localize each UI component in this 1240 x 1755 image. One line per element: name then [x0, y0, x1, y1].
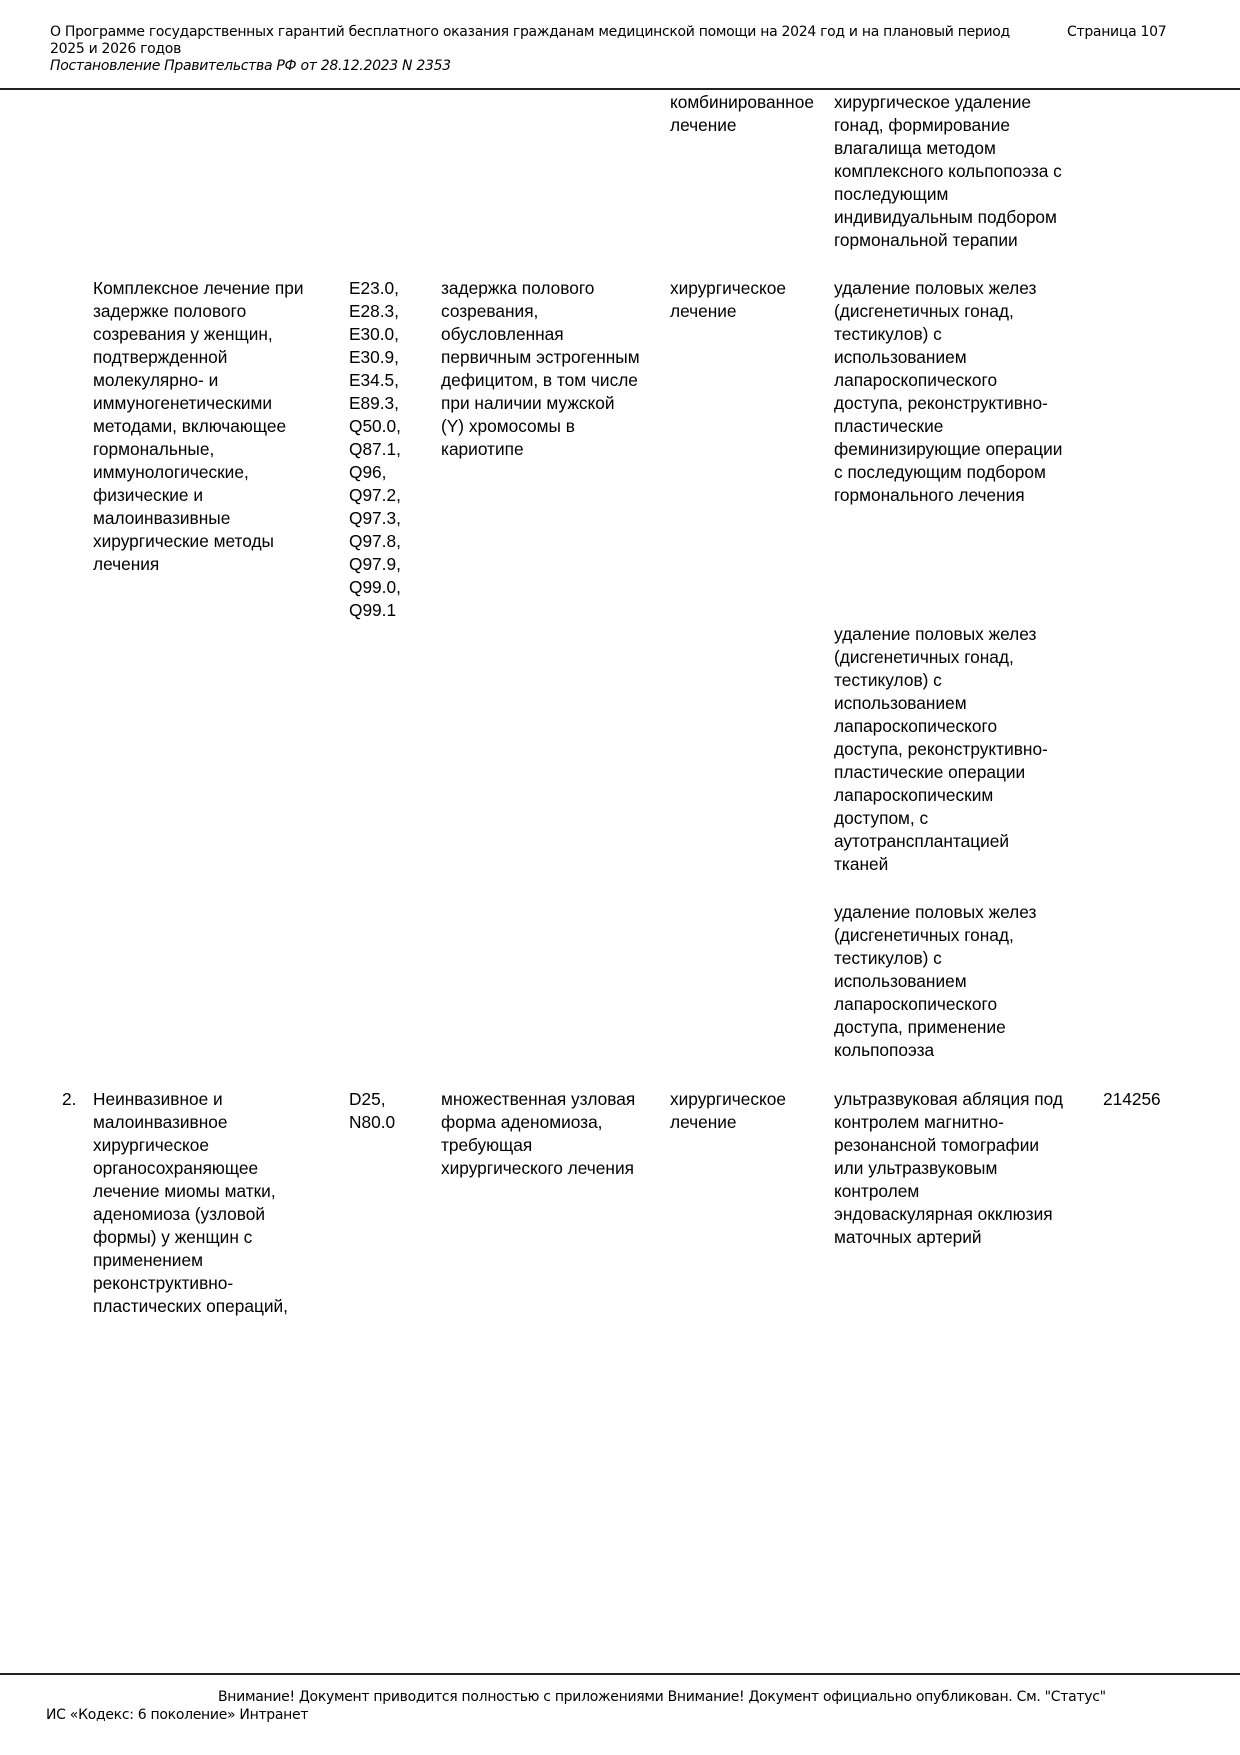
page-number: Страница 107	[1067, 24, 1167, 40]
footer-notice: Внимание! Документ приводится полностью с приложениями Внимание! Документ официально опубликован. См. "Статус"	[218, 1689, 1106, 1705]
row-2-treatment-type: хирургическое лечение	[670, 1089, 786, 1132]
complex-row-codes: E23.0, E28.3, E30.0, E30.9, E34.5, E89.3, Q50.0, Q87.1, Q96, Q97.2, Q97.3, Q97.8, Q97.9, Q99.0, Q99.1	[349, 278, 401, 620]
complex-row-method-2: удаление половых желез (дисгенетичных гонад, тестикулов) с использованием лапароскопического доступа, реконструктивно- пластические операции лапароскопическим доступом, с аутотрансплантацией тканей	[834, 624, 1048, 874]
cont-treatment-type: комбинированное лечение	[670, 92, 814, 135]
complex-row-method-1: удаление половых желез (дисгенетичных гонад, тестикулов) с использованием лапароскопического доступа, реконструктивно- пластические феминизирующие операции с последующим подбором гормонального лечения	[834, 278, 1063, 505]
row-2-cost: 214256	[1103, 1089, 1161, 1109]
document-header	[50, 24, 1040, 75]
row-2-number: 2.	[62, 1089, 77, 1109]
complex-row-model: задержка полового созревания, обусловленная первичным эстрогенным дефицитом, в том числе при наличии мужской (Y) хромосомы в кариотипе	[441, 278, 640, 459]
footer-divider	[0, 1673, 1240, 1675]
complex-row-name: Комплексное лечение при задержке полового созревания у женщин, подтвержденной молекулярно- и иммуногенетическими методами, включающее гормональные, иммунологические, физические и малоинвазивные хирургические методы лечения	[93, 278, 304, 574]
footer-system: ИС «Кодекс: 6 поколение» Интранет	[46, 1707, 309, 1723]
complex-row-treatment-type: хирургическое лечение	[670, 278, 786, 321]
cont-method: хирургическое удаление гонад, формирование влагалища методом комплексного кольпопоэза с последующим индивидуальным подбором гормональной терапии	[834, 92, 1062, 250]
row-2-name: Неинвазивное и малоинвазивное хирургическое органосохраняющее лечение миомы матки, аденомиоза (узловой формы) у женщин с применением реконструктивно- пластических операций,	[93, 1089, 288, 1316]
row-2-model: множественная узловая форма аденомиоза, требующая хирургического лечения	[441, 1089, 636, 1178]
row-2-method: ультразвуковая абляция под контролем магнитно- резонансной томографии или ультразвуковым контролем эндоваскулярная окклюзия маточных артерий	[834, 1089, 1063, 1247]
header-divider	[0, 88, 1240, 90]
document-title: О Программе государственных гарантий бесплатного оказания гражданам медицинской помощи на 2024 год и на плановый период 2025 и 2026 годов	[50, 24, 1010, 57]
complex-row-method-3: удаление половых желез (дисгенетичных гонад, тестикулов) с использованием лапароскопического доступа, применение кольпопоэза	[834, 902, 1037, 1060]
row-2-codes: D25, N80.0	[349, 1089, 396, 1132]
document-subtitle: Постановление Правительства РФ от 28.12.2023 N 2353	[50, 58, 451, 74]
